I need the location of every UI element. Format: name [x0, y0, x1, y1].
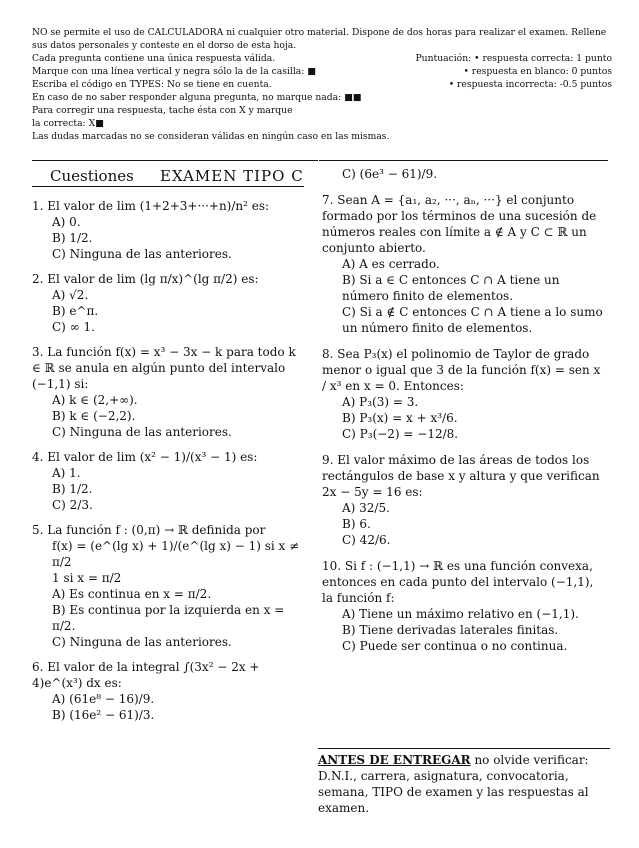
- question-text: La función f(x) = x³ − 3x − k para todo k ∈ ℝ se anula en algún punto del intervalo (−1,1) si:: [32, 345, 296, 391]
- answer-option[interactable]: B) e^π.: [52, 304, 99, 318]
- answer-option[interactable]: C) Ninguna de las anteriores.: [52, 247, 232, 261]
- piecewise-line: f(x) = (e^(lg x) + 1)/(e^(lg x) − 1) si x ≠ π/2: [52, 539, 300, 569]
- footer-note: [318, 752, 610, 816]
- instruction-bullet: [32, 117, 612, 130]
- answer-option[interactable]: A) k ∈ (2,+∞).: [52, 393, 138, 407]
- answer-option[interactable]: B) 6.: [342, 517, 371, 531]
- instruction-text: Las dudas marcadas no se consideran válidas en ningún caso en las mismas.: [32, 131, 390, 142]
- instruction-bullet: [32, 52, 612, 65]
- question-number: 7.: [322, 193, 334, 207]
- instruction-bullet: [32, 65, 612, 78]
- question-text: El valor de lim (x² − 1)/(x³ − 1) es:: [47, 450, 258, 464]
- instruction-text: En caso de no saber responder alguna pregunta, no marque nada: ■■: [32, 92, 362, 103]
- question-number: 6.: [32, 660, 44, 674]
- exam-title: EXAMEN TIPO C: [160, 167, 304, 185]
- question-number: 3.: [32, 345, 44, 359]
- question-stem: [322, 558, 608, 606]
- answer-option[interactable]: B) Es continua por la izquierda en x = π/2.: [52, 603, 285, 633]
- answer-option[interactable]: C) ∞ 1.: [52, 320, 95, 334]
- answer-option[interactable]: A) Es continua en x = π/2.: [52, 587, 212, 601]
- question: [322, 558, 608, 654]
- question-stem: [32, 271, 304, 287]
- left-column: [32, 198, 304, 732]
- footer-lead: ANTES DE ENTREGAR: [318, 753, 471, 767]
- question-stem: [32, 449, 304, 465]
- question-text: Si f : (−1,1) → ℝ es una función convexa, entonces en cada punto del intervalo (−1,1), la función f:: [322, 559, 594, 605]
- question: [322, 166, 608, 182]
- question-stem: [32, 522, 304, 538]
- answer-option[interactable]: B) 1/2.: [52, 482, 93, 496]
- section-label: Cuestiones: [50, 167, 134, 185]
- question: [322, 452, 608, 548]
- answer-option[interactable]: A) (61e⁸ − 16)/9.: [52, 692, 155, 706]
- instruction-text: Para corregir una respuesta, tache ésta con X y marque: [32, 105, 293, 116]
- question-text: El valor de lim (1+2+3+···+n)/n² es:: [47, 199, 270, 213]
- question-number: 1.: [32, 199, 44, 213]
- question-number: 9.: [322, 453, 334, 467]
- instructions-block: [32, 26, 612, 143]
- question: [32, 449, 304, 513]
- instruction-bullet: [32, 104, 612, 117]
- answer-option[interactable]: A) Tiene un máximo relativo en (−1,1).: [342, 607, 579, 621]
- question-stem: [32, 344, 304, 392]
- instructions-bullets: [32, 52, 612, 143]
- question: [32, 198, 304, 262]
- question: [32, 659, 304, 723]
- answer-option[interactable]: C) P₃(−2) = −12/8.: [342, 427, 459, 441]
- answer-option[interactable]: B) Si a ∈ C entonces C ∩ A tiene un número finito de elementos.: [342, 273, 560, 303]
- answer-option[interactable]: B) Tiene derivadas laterales finitas.: [342, 623, 559, 637]
- question: [32, 271, 304, 335]
- question-number: 8.: [322, 347, 334, 361]
- question: [32, 344, 304, 440]
- answer-option[interactable]: C) 2/3.: [52, 498, 93, 512]
- answer-option[interactable]: C) Ninguna de las anteriores.: [52, 425, 232, 439]
- answer-option[interactable]: C) Puede ser continua o no continua.: [342, 639, 568, 653]
- question-text: El valor de lim (lg π/x)^(lg π/2) es:: [47, 272, 259, 286]
- top-divider: [32, 160, 608, 161]
- question: [322, 346, 608, 442]
- footer-rest: no olvide verificar: D.N.I., carrera, asignatura, convocatoria, semana, TIPO de examen y las respuestas al examen.: [318, 753, 589, 815]
- answer-option[interactable]: C) Si a ∉ C entonces C ∩ A tiene a lo sumo un número finito de elementos.: [342, 305, 603, 335]
- answer-option[interactable]: B) 1/2.: [52, 231, 93, 245]
- question-text: El valor de la integral ∫(3x² − 2x + 4)e^(x³) dx es:: [32, 660, 260, 690]
- instruction-text: Cada pregunta contiene una única respuesta válida.: [32, 53, 276, 64]
- answer-option[interactable]: A) 32/5.: [342, 501, 390, 515]
- instruction-text: Marque con una línea vertical y negra sólo la de la casilla: ■: [32, 66, 316, 77]
- question-number: 4.: [32, 450, 44, 464]
- instruction-scoring: • respuesta en blanco: 0 puntos: [463, 66, 612, 77]
- question: [32, 522, 304, 650]
- answer-option[interactable]: C) (6e³ − 61)/9.: [342, 167, 438, 181]
- question-stem: [32, 659, 304, 691]
- answer-option[interactable]: C) Ninguna de las anteriores.: [52, 635, 232, 649]
- column-gap: [318, 160, 319, 810]
- question-stem: [322, 346, 608, 394]
- answer-option[interactable]: A) A es cerrado.: [342, 257, 440, 271]
- answer-option[interactable]: B) k ∈ (−2,2).: [52, 409, 136, 423]
- answer-option[interactable]: A) P₃(3) = 3.: [342, 395, 419, 409]
- question-text: Sean A = {a₁, a₂, ···, aₙ, ···} el conjunto formado por los términos de una sucesión de números reales con límite a ∉ A y C ⊂ ℝ un conjunto abierto.: [322, 193, 597, 255]
- answer-option[interactable]: B) P₃(x) = x + x³/6.: [342, 411, 458, 425]
- question-text: Sea P₃(x) el polinomio de Taylor de grado menor o igual que 3 de la función f(x) = sen x / x³ en x = 0. Entonces:: [322, 347, 601, 393]
- answer-option[interactable]: A) √2.: [52, 288, 89, 302]
- answer-option[interactable]: B) (16e² − 61)/3.: [52, 708, 155, 722]
- instruction-scoring: Puntuación: • respuesta correcta: 1 punto: [415, 53, 612, 64]
- instruction-text: Escriba el código en TYPES: No se tiene en cuenta.: [32, 79, 272, 90]
- answer-option[interactable]: C) 42/6.: [342, 533, 391, 547]
- instructions-intro: NO se permite el uso de CALCULADORA ni cualquier otro material. Dispone de dos horas para realizar el examen. Rellene sus datos personales y conteste en el dorso de esta hoja.: [32, 27, 607, 51]
- header-underline: [32, 186, 304, 187]
- question-number: 2.: [32, 272, 44, 286]
- question-stem: [322, 192, 608, 256]
- instruction-text: la correcta: X■: [32, 118, 104, 129]
- instruction-bullet: [32, 78, 612, 91]
- answer-option[interactable]: A) 0.: [52, 215, 81, 229]
- question-text: El valor máximo de las áreas de todos los rectángulos de base x y altura y que verifican 2x − 5y = 16 es:: [322, 453, 600, 499]
- question-number: 10.: [322, 559, 342, 573]
- question: [322, 192, 608, 336]
- footer-divider: [318, 748, 610, 749]
- piecewise-line: 1 si x = π/2: [52, 571, 122, 585]
- instruction-bullet: [32, 91, 612, 104]
- question-stem: [32, 198, 304, 214]
- question-number: 5.: [32, 523, 44, 537]
- question-stem: [322, 452, 608, 500]
- right-column: [322, 166, 608, 664]
- answer-option[interactable]: A) 1.: [52, 466, 81, 480]
- question-text: La función f : (0,π) → ℝ definida por: [47, 523, 266, 537]
- instruction-scoring: • respuesta incorrecta: -0.5 puntos: [448, 79, 612, 90]
- instruction-bullet: [32, 130, 612, 143]
